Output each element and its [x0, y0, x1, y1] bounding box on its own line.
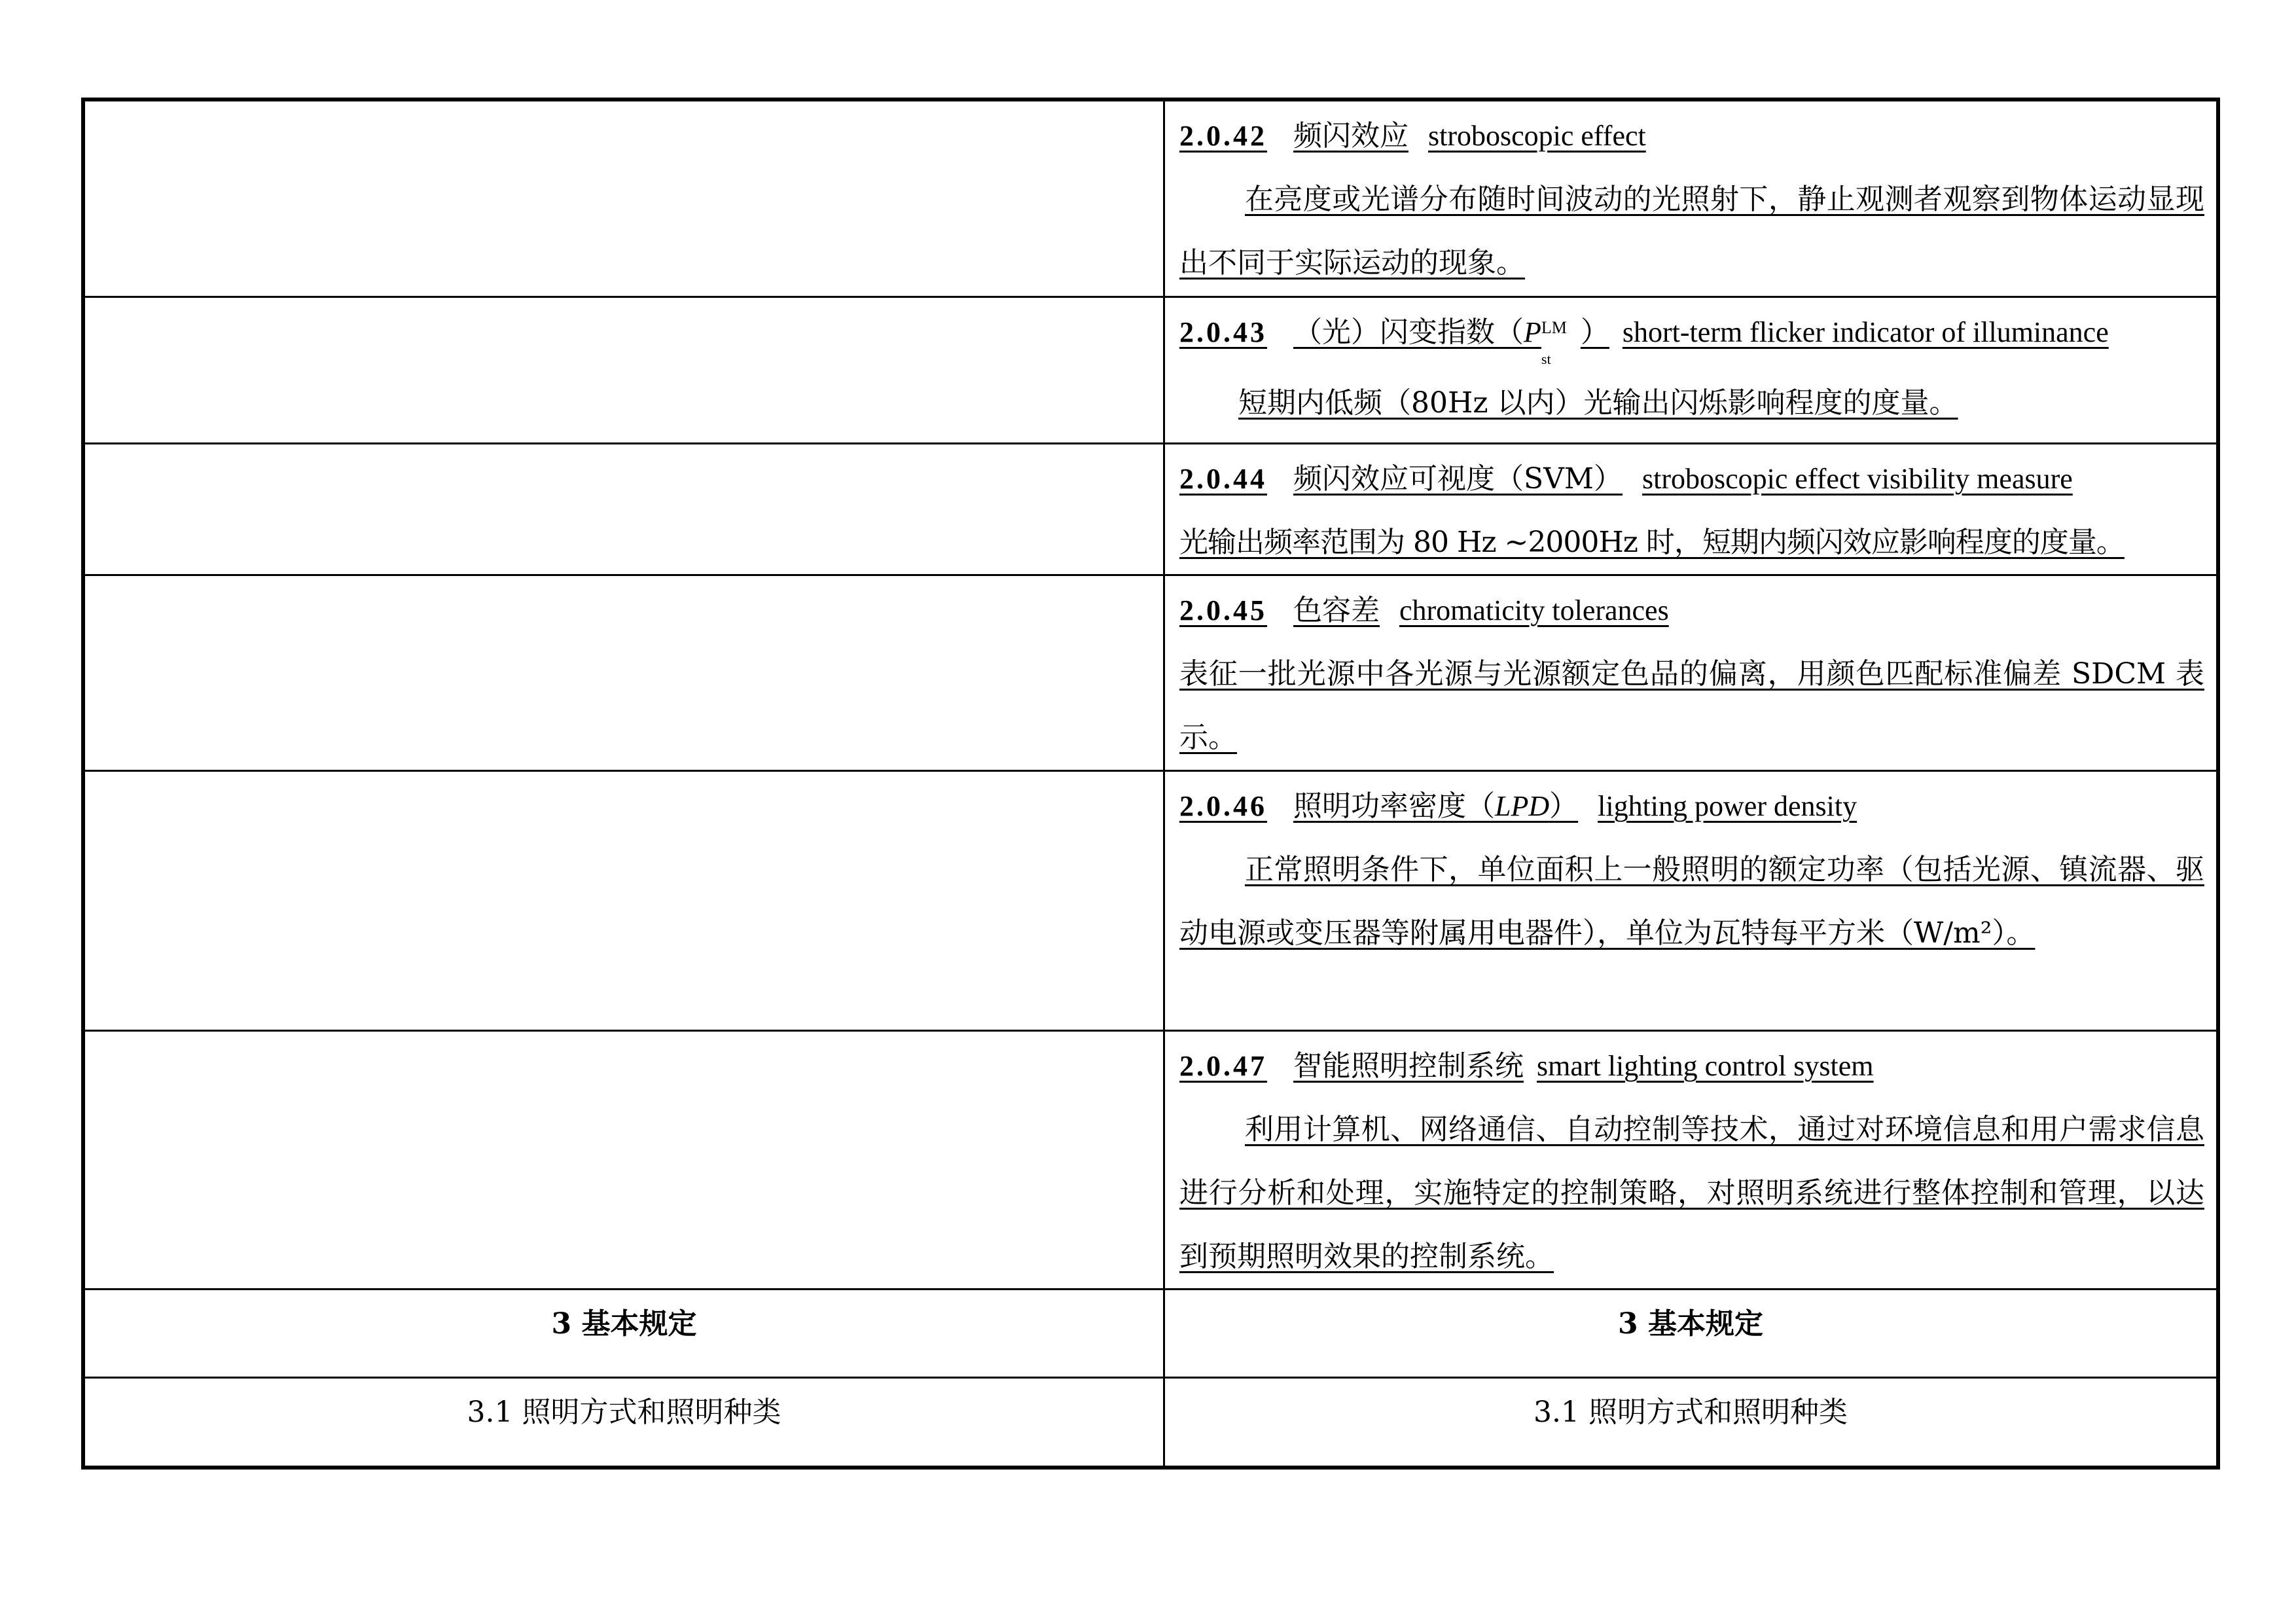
term-heading	[1179, 104, 2204, 168]
comparison-table	[83, 99, 2218, 1468]
left-cell-empty	[84, 444, 1164, 575]
term-cn: 频闪效应	[1293, 119, 1408, 153]
right-cell-term	[1164, 771, 2217, 1031]
right-cell-term	[1164, 575, 2217, 771]
section-row	[84, 1378, 2217, 1467]
term-definition: 利用计算机、网络通信、自动控制等技术，通过对环境信息和用户需求信息进行分析和处理，实施特定的控制策略，对照明系统进行整体控制和管理，以达到预期照明效果的控制系统。	[1179, 1113, 2204, 1273]
left-cell-empty	[84, 575, 1164, 771]
clause-number: 2.0.46	[1179, 790, 1267, 822]
symbol-superscript: LM	[1541, 318, 1567, 337]
right-cell-term	[1164, 1031, 2217, 1290]
clause-number: 2.0.45	[1179, 594, 1267, 626]
term-heading	[1179, 579, 2204, 642]
term-definition: 光输出频率范围为 80 Hz ~2000Hz 时，短期内频闪效应影响程度的度量。	[1179, 526, 2125, 559]
term-cn: 色容差	[1293, 594, 1380, 627]
term-cn: 智能照明控制系统	[1293, 1049, 1524, 1083]
table-row	[84, 297, 2217, 444]
term-en: smart lighting control system	[1537, 1050, 1874, 1082]
symbol-scripts	[1541, 313, 1581, 367]
term-definition: 在亮度或光谱分布随时间波动的光照射下，静止观测者观察到物体运动显现出不同于实际运动的现象。	[1179, 183, 2204, 280]
left-cell-empty	[84, 297, 1164, 444]
chapter-right: 3 基本规定	[1164, 1290, 2217, 1378]
term-definition: 正常照明条件下，单位面积上一般照明的额定功率（包括光源、镇流器、驱动电源或变压器等附属用电器件），单位为瓦特每平方米（W/m²）。	[1179, 853, 2204, 950]
term-heading	[1179, 447, 2204, 511]
table-row	[84, 101, 2217, 297]
term-en: chromaticity tolerances	[1399, 594, 1669, 626]
left-cell-empty	[84, 771, 1164, 1031]
clause-number: 2.0.42	[1179, 120, 1267, 152]
table-row	[84, 1031, 2217, 1290]
left-cell-empty	[84, 101, 1164, 297]
term-cn: 频闪效应可视度（SVM）	[1293, 462, 1623, 496]
term-heading	[1179, 300, 2204, 367]
right-cell-term	[1164, 297, 2217, 444]
clause-number: 2.0.44	[1179, 463, 1267, 495]
chapter-left: 3 基本规定	[84, 1290, 1164, 1378]
right-cell-term	[1164, 101, 2217, 297]
table-row	[84, 444, 2217, 575]
term-definition: 表征一批光源中各光源与光源额定色品的偏离，用颜色匹配标准偏差 SDCM 表示。	[1179, 657, 2204, 754]
table-row	[84, 771, 2217, 1031]
term-en: stroboscopic effect	[1428, 120, 1646, 152]
section-left: 3.1 照明方式和照明种类	[84, 1378, 1164, 1467]
term-en: lighting power density	[1598, 790, 1857, 822]
symbol-main: P	[1524, 316, 1541, 348]
term-heading	[1179, 1034, 2204, 1098]
table-row	[84, 575, 2217, 771]
section-right: 3.1 照明方式和照明种类	[1164, 1378, 2217, 1467]
chapter-row	[84, 1290, 2217, 1378]
right-cell-term	[1164, 444, 2217, 575]
term-en: short-term flicker indicator of illuminance	[1622, 316, 2109, 348]
term-cn-suffix: ）	[1580, 316, 1609, 349]
term-heading	[1179, 774, 2204, 838]
clause-number: 2.0.47	[1179, 1050, 1267, 1082]
term-cn-prefix: 照明功率密度（	[1293, 789, 1495, 823]
term-en: stroboscopic effect visibility measure	[1641, 463, 2073, 495]
left-cell-empty	[84, 1031, 1164, 1290]
term-definition: 短期内低频（80Hz 以内）光输出闪烁影响程度的度量。	[1238, 386, 1958, 420]
symbol-subscript: st	[1541, 351, 1551, 367]
term-cn-prefix: （光）闪变指数（	[1293, 316, 1524, 349]
clause-number: 2.0.43	[1179, 316, 1267, 348]
term-cn-suffix: ）	[1549, 789, 1579, 823]
symbol-lpd: LPD	[1495, 790, 1550, 822]
